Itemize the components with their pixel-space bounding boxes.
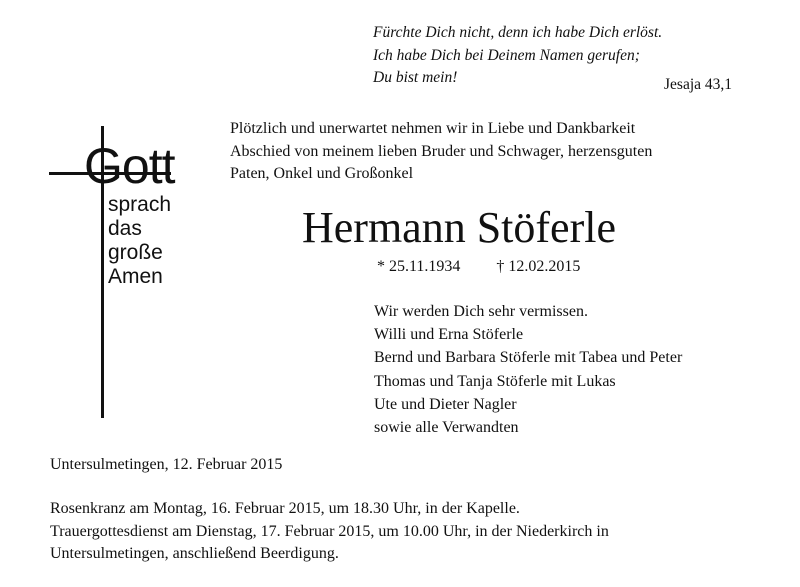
intro-line: Paten, Onkel und Großonkel bbox=[230, 165, 414, 182]
quote-line: Du bist mein! bbox=[373, 69, 458, 86]
motto-line: sprach bbox=[108, 193, 172, 216]
notes-line: Rosenkranz am Montag, 16. Februar 2015, um 18.30 Uhr, in der Kapelle. bbox=[50, 500, 520, 517]
family-line: Ute und Dieter Nagler bbox=[374, 395, 517, 413]
notes-line: Trauergottesdienst am Dienstag, 17. Februar 2015, um 10.00 Uhr, in der Niederkirch in bbox=[50, 522, 609, 540]
motto-line: Amen bbox=[108, 265, 163, 288]
emblem-motto bbox=[108, 193, 171, 289]
family-list bbox=[374, 300, 682, 439]
family-line: Bernd und Barbara Stöferle mit Tabea und Peter bbox=[374, 349, 683, 367]
motto-line: das bbox=[108, 217, 142, 240]
intro-text bbox=[230, 118, 652, 186]
quote-line: Ich habe Dich bei Deinem Namen gerufen; bbox=[373, 46, 640, 64]
place-and-date: Untersulmetingen, 12. Februar 2015 bbox=[50, 456, 283, 473]
family-line: Wir werden Dich sehr vermissen. bbox=[374, 303, 588, 320]
emblem-word: Gott bbox=[84, 138, 175, 194]
notes-line: Untersulmetingen, anschließend Beerdigung. bbox=[50, 545, 339, 562]
birth-date: * 25.11.1934 bbox=[377, 258, 461, 275]
quote-reference: Jesaja 43,1 bbox=[664, 76, 733, 93]
family-line: Willi und Erna Stöferle bbox=[374, 326, 524, 344]
service-notes bbox=[50, 498, 609, 566]
deceased-name: Hermann Stöferle bbox=[302, 203, 616, 252]
intro-line: Plötzlich und unerwartet nehmen wir in Liebe und Dankbarkeit bbox=[230, 120, 636, 137]
family-line: Thomas und Tanja Stöferle mit Lukas bbox=[374, 372, 616, 390]
death-date: † 12.02.2015 bbox=[496, 258, 581, 275]
motto-line: große bbox=[108, 241, 163, 264]
intro-line: Abschied von meinem lieben Bruder und Schwager, herzensguten bbox=[230, 142, 653, 160]
life-dates bbox=[377, 258, 580, 276]
family-line: sowie alle Verwandten bbox=[374, 419, 519, 437]
quote-line: Fürchte Dich nicht, denn ich habe Dich erlöst. bbox=[373, 24, 663, 41]
